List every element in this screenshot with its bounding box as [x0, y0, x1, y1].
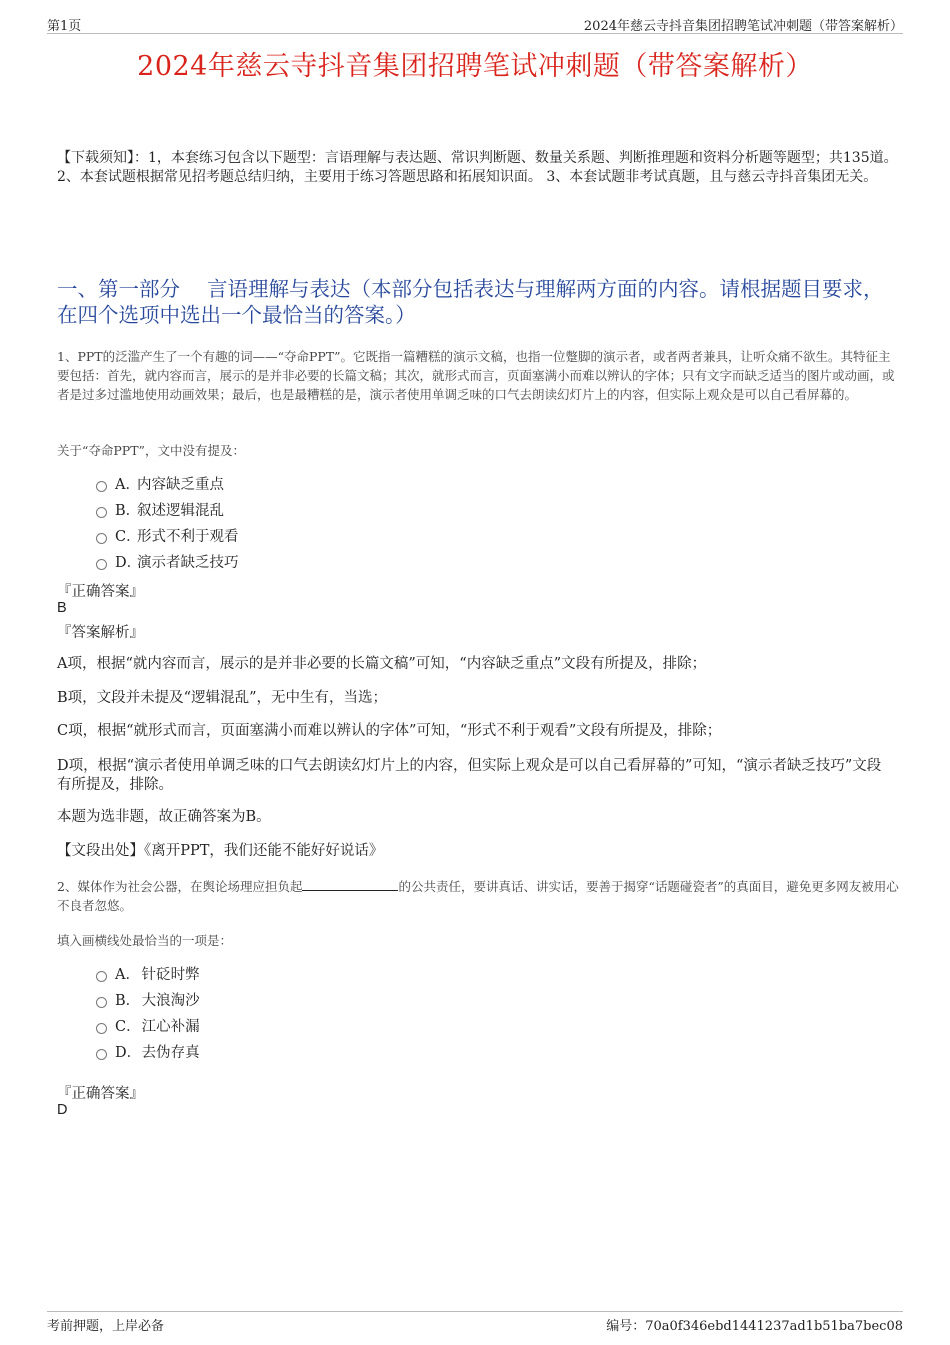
question-2-text: 2、媒体作为社会公器，在舆论场理应担负起 的公共责任，要讲真话、讲实话，要善于揭穿“话题碰瓷者”的真面目，避免更多网友被用心不良者忽悠。 — [57, 879, 899, 913]
analysis-a: A项，根据“就内容而言，展示的是并非必要的长篇文稿”可知，“内容缺乏重点”文段有所提及，排除； — [57, 656, 707, 672]
option-c[interactable]: C． 江心补漏 — [96, 1015, 200, 1041]
option-d[interactable]: D．演示者缺乏技巧 — [96, 551, 239, 577]
radio-icon[interactable] — [96, 559, 107, 570]
answer-value: D — [57, 1102, 68, 1118]
radio-icon[interactable] — [96, 507, 107, 518]
document-title: 2024年慈云寺抖音集团招聘笔试冲刺题（带答案解析） — [137, 51, 813, 82]
footer-slogan: 考前押题，上岸必备 — [47, 1319, 165, 1334]
footer-code: 编号：70a0f346ebd1441237ad1b51ba7bec08 — [606, 1319, 903, 1334]
analysis-b: B项，文段并未提及“逻辑混乱”，无中生有，当选； — [57, 690, 387, 706]
analysis-d: D项，根据“演示者使用单调乏味的口气去朗读幻灯片上的内容，但实际上观众是可以自己看屏幕的”可知，“演示者缺乏技巧”文段有所提及，排除。 — [57, 758, 882, 793]
radio-icon[interactable] — [96, 533, 107, 544]
answer-label: 『正确答案』 — [57, 1086, 144, 1102]
radio-icon[interactable] — [96, 1049, 107, 1060]
page-header — [47, 15, 903, 34]
option-c[interactable]: C．形式不利于观看 — [96, 525, 239, 551]
option-a[interactable]: A．内容缺乏重点 — [96, 473, 239, 499]
section-title: 一、第一部分 言语理解与表达（本部分包括表达与理解两方面的内容。请根据题目要求，在四个选项中选出一个最恰当的答案。） — [57, 277, 884, 327]
page-footer — [47, 1311, 903, 1334]
question-1-text: 1、PPT的泛滥产生了一个有趣的词——“夺命PPT”。它既指一篇糟糕的演示文稿，也指一位蹩脚的演示者，或者两者兼具，让听众痛不欲生。其特征主要包括：首先，就内容而言，展示的是并非必要的长篇文稿；其次，就形式而言，页面塞满小而难以辨认的字体；只有文字而缺乏适当的图片或动画，或者是过多过滥地使用动画效果；最后，也是最糟糕的是，演示者使用单调乏味的口气去朗读幻灯片上的内容，但实际上观众是可以自己看屏幕的。 — [57, 349, 895, 402]
question-1-prompt: 关于“夺命PPT”，文中没有提及： — [57, 443, 245, 458]
answer-value: B — [57, 600, 67, 616]
option-d[interactable]: D． 去伪存真 — [96, 1041, 200, 1067]
header-doc-title: 2024年慈云寺抖音集团招聘笔试冲刺题（带答案解析） — [583, 19, 903, 34]
radio-icon[interactable] — [96, 997, 107, 1008]
radio-icon[interactable] — [96, 481, 107, 492]
radio-icon[interactable] — [96, 1023, 107, 1034]
radio-icon[interactable] — [96, 971, 107, 982]
question-2-prompt: 填入画横线处最恰当的一项是： — [57, 933, 233, 948]
page-number: 第1页 — [47, 19, 82, 34]
question-1-options — [96, 473, 239, 577]
source-citation: 【文段出处】《离开PPT，我们还能不能好好说话》 — [57, 843, 384, 859]
download-notice: 【下载须知】：1，本套练习包含以下题型：言语理解与表达题、常识判断题、数量关系题、判断推理题和资料分析题等题型；共135道。 2、本套试题根据常见招考题总结归纳，主要用于练习答题思路和拓展知识面。 3、本套试题非考试真题，且与慈云寺抖音集团无关。 — [57, 150, 898, 185]
fill-blank — [302, 878, 398, 891]
analysis-c: C项，根据“就形式而言，页面塞满小而难以辨认的字体”可知，“形式不利于观看”文段有所提及，排除； — [57, 723, 722, 739]
question-2-options — [96, 963, 200, 1067]
analysis-label: 『答案解析』 — [57, 625, 144, 641]
option-a[interactable]: A． 针砭时弊 — [96, 963, 200, 989]
option-b[interactable]: B． 大浪淘沙 — [96, 989, 200, 1015]
analysis-conclusion: 本题为选非题，故正确答案为B。 — [57, 809, 271, 825]
option-b[interactable]: B．叙述逻辑混乱 — [96, 499, 239, 525]
answer-label: 『正确答案』 — [57, 584, 144, 600]
